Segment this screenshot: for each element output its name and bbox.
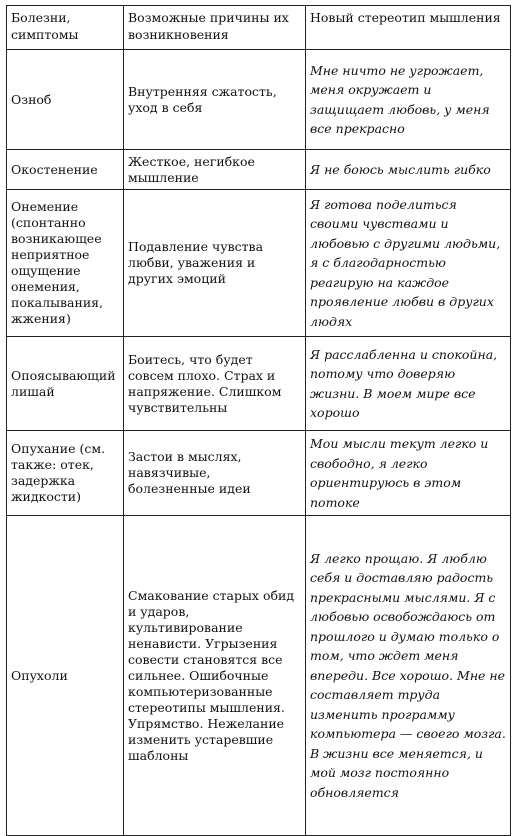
affirmation-cell: Я легко прощаю. Я люблю себя и доставляю радость прекрасными мыслями. Я с любовью освобождаюсь от прошлого и думаю только о том, что ждет меня впереди. Все хорошо. Мне не составляет труда изменить программу компьютера — своего мозга. В жизни все меняется, и мой мозг постоянно обновляется xyxy=(306,516,511,836)
cause-cell: Застои в мыслях, навязчивые, болезненные идеи xyxy=(124,431,306,516)
header-symptoms: Болезни, симптомы xyxy=(7,6,124,50)
affirmation-cell: Я расслабленна и спокойна, потому что доверяю жизни. В моем мире все хорошо xyxy=(306,337,511,431)
affirmation-cell: Я не боюсь мыслить гибко xyxy=(306,150,511,190)
affirmation-cell: Мои мысли текут легко и свободно, я легко ориентируюсь в этом потоке xyxy=(306,431,511,516)
cause-cell: Боитесь, что будет совсем плохо. Страх и напряжение. Слишком чувствительны xyxy=(124,337,306,431)
symptom-cell: Озноб xyxy=(7,50,124,150)
header-causes: Возможные причины их возникновения xyxy=(124,6,306,50)
affirmation-cell: Мне ничто не угрожает, меня окружает и защищает любовь, у меня все прекрасно xyxy=(306,50,511,150)
symptom-cell: Онемение (спонтанно возникающее неприятное ощущение онемения, покалывания, жжения) xyxy=(7,190,124,337)
cause-cell: Жесткое, негибкое мышление xyxy=(124,150,306,190)
symptom-cell: Опухание (см. также: отек, задержка жидкости) xyxy=(7,431,124,516)
table-row xyxy=(7,516,511,836)
symptom-cell: Опухоли xyxy=(7,516,124,836)
header-new-thinking: Новый стереотип мышления xyxy=(306,6,511,50)
symptoms-table xyxy=(6,5,511,836)
symptom-cell: Опоясывающий лишай xyxy=(7,337,124,431)
cause-cell: Смакование старых обид и ударов, культивирование ненависти. Угрызения совести становятся все сильнее. Ошибочные компьютеризованные стереотипы мышления. Упрямство. Нежелание изменить устаревшие шаблоны xyxy=(124,516,306,836)
table-row xyxy=(7,190,511,337)
cause-cell: Подавление чувства любви, уважения и других эмоций xyxy=(124,190,306,337)
cause-cell: Внутренняя сжатость, уход в себя xyxy=(124,50,306,150)
table-row xyxy=(7,50,511,150)
symptom-cell: Окостенение xyxy=(7,150,124,190)
table-row xyxy=(7,337,511,431)
header-row xyxy=(7,6,511,50)
table-row xyxy=(7,431,511,516)
affirmation-cell: Я готова поделиться своими чувствами и любовью с другими людьми, я с благодарностью реагирую на каждое проявление любви в других людях xyxy=(306,190,511,337)
table-row xyxy=(7,150,511,190)
